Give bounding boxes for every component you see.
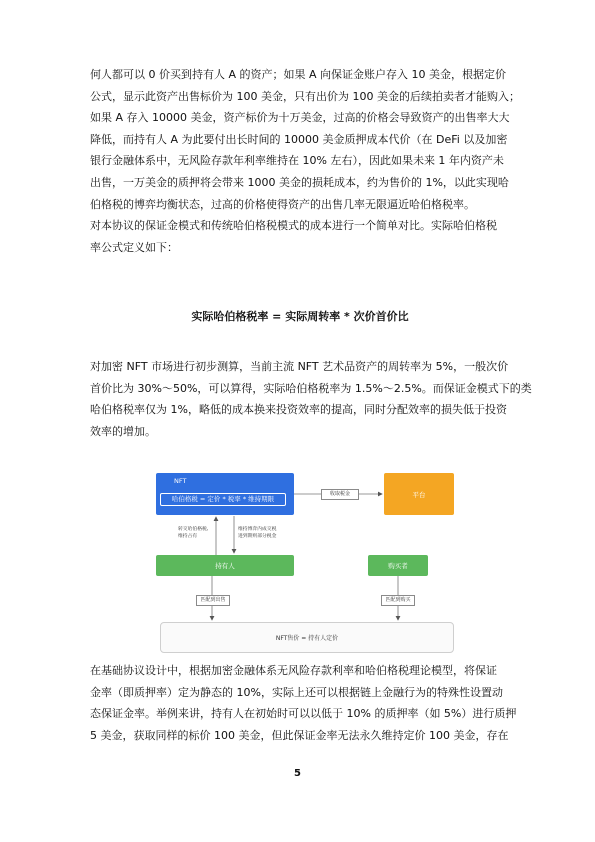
collect-tax-label: 收取税金 [321, 489, 359, 500]
note-right-line: 维持博弈内成交税 [238, 527, 277, 532]
text-line: 银行金融体系中，无风险存款年利率维持在 10% 左右），因此如果未来 1 年内资产未 [90, 154, 504, 168]
note-right [238, 526, 276, 540]
price-formula: NFT售价 = 持有人定价 [275, 635, 339, 642]
text-line: 对加密 NFT 市场进行初步测算，当前主流 NFT 艺术品资产的周转率为 5%，一般次价 [90, 360, 509, 373]
match-buy-label: 匹配到购买 [381, 595, 415, 606]
paragraph-1 [90, 64, 520, 258]
note-left [178, 526, 208, 540]
nft-title: NFT [174, 477, 187, 485]
page-number: 5 [294, 768, 301, 779]
price-bar [160, 622, 454, 653]
text-line: 在基础协议设计中，根据加密金融体系无风险存款利率和哈伯格税理论模型，将保证 [90, 664, 497, 677]
note-right-line: 进到期则部分税金 [238, 534, 277, 539]
text-line: 金率（即质押率）定为静态的 10%，实际上还可以根据链上金融行为的特殊性设置动 [90, 685, 503, 699]
formula: 实际哈伯格税率 = 实际周转率 * 次价首价比 [191, 310, 409, 323]
match-sell-label: 匹配到出售 [196, 595, 230, 606]
text-line: 首价比为 30%～50%，可以算得，实际哈伯格税率为 1.5%～2.5%。而保证金模式下的类 [90, 381, 532, 395]
text-line: 率公式定义如下： [90, 240, 178, 254]
platform-label: 平台 [412, 490, 426, 499]
holder-box [156, 555, 294, 576]
text-line: 5 美金，获取同样的标价 100 美金，但此保证金率无法永久维持定价 100 美金，存在 [90, 728, 509, 742]
text-line: 哈伯格税率仅为 1%，略低的成本换来投资效率的提高，同时分配效率的损失低于投资 [90, 403, 507, 417]
text-line: 何人都可以 0 价买到持有人 A 的资产；如果 A 向保证金账户存入 10 美金，根据定价 [90, 68, 507, 81]
paragraph-2 [90, 356, 532, 442]
buyer-label: 购买者 [388, 562, 408, 570]
flow-diagram [156, 470, 458, 654]
holder-label: 持有人 [215, 562, 235, 570]
platform-box [384, 473, 454, 515]
text-line: 降低，而持有人 A 为此要付出长时间的 10000 美金质押成本代价（在 DeFi 以及加密 [90, 132, 508, 146]
note-left-line: 维持占有 [178, 534, 198, 539]
nft-box [156, 473, 294, 515]
nft-formula: 哈伯格税 = 定价 * 税率 * 维持期限 [160, 493, 286, 506]
paragraph-3 [90, 660, 517, 746]
text-line: 伯格税的博弈均衡状态，过高的价格使得资产的出售几率无限逼近哈伯格税率。 [90, 197, 475, 211]
text-line: 如果 A 存入 10000 美金，资产标价为十万美金，过高的价格会导致资产的出售率大大 [90, 111, 510, 125]
text-line: 出售，一万美金的质押将会带来 1000 美金的损耗成本，约为售价的 1%，以此实现哈 [90, 175, 509, 189]
note-left-line: 转交哈伯格税, [178, 527, 209, 532]
buyer-box [368, 555, 428, 576]
text-line: 效率的增加。 [90, 424, 156, 438]
text-line: 公式，显示此资产出售标价为 100 美金，只有出价为 100 美金的后续拍卖者才能购入； [90, 89, 520, 103]
text-line: 对本协议的保证金模式和传统哈伯格税模式的成本进行一个简单对比。实际哈伯格税 [90, 219, 497, 233]
text-line: 态保证金率。举例来讲，持有人在初始时可以以低于 10% 的质押率（如 5%）进行质押 [90, 707, 517, 721]
